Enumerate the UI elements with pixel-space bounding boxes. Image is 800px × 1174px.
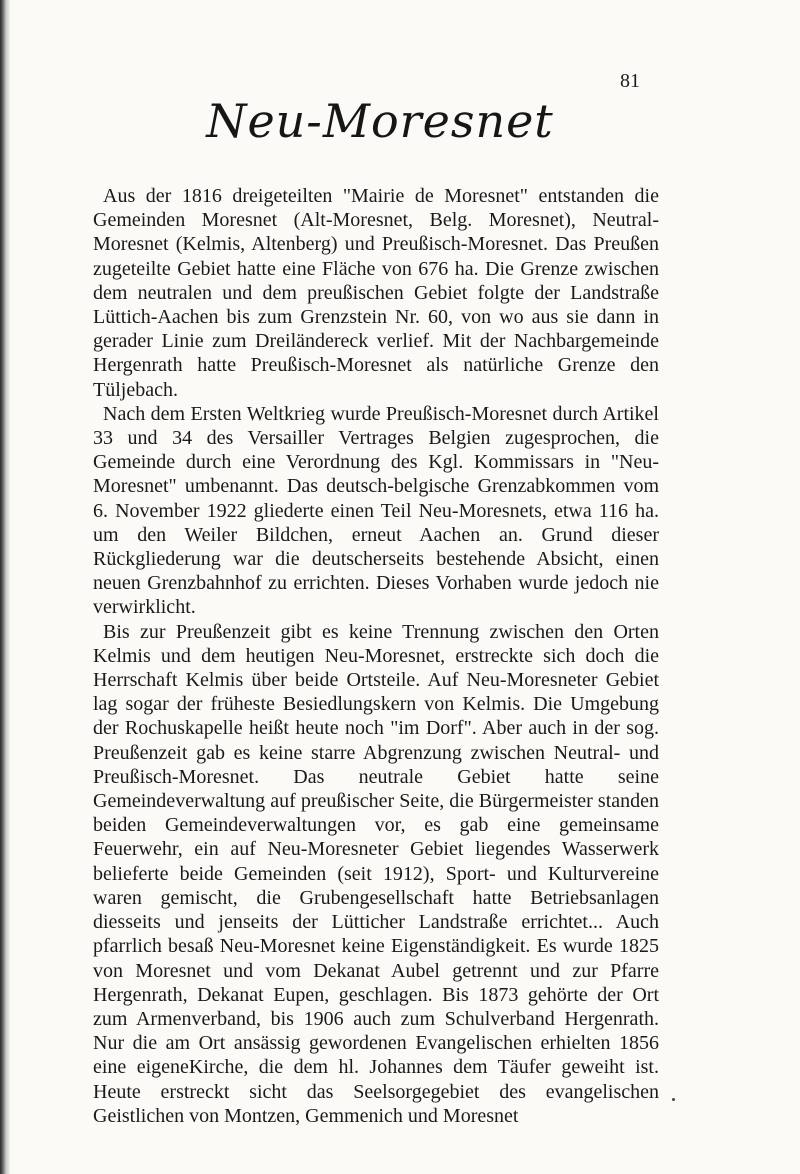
- paragraph-3: Bis zur Preußenzeit gibt es keine Trennung zwischen den Orten Kelmis und dem heutigen Neu-Moresnet, erstreckte sich doch die Herrschaft Kelmis über beide Ortsteile. Auf Neu-Moresneter Gebiet lag sogar der früheste Besiedlungskern von Kelmis. Die Umgebung der Rochuskapelle heißt heute noch "im Dorf". Aber auch in der sog. Preußenzeit gab es keine starre Abgrenzung zwischen Neutral- und Preußisch-Moresnet. Das neutrale Gebiet hatte seine Gemeindeverwaltung auf preußischer Seite, die Bürgermeister standen beiden Gemeindeverwaltungen vor, es gab eine gemeinsame Feuerwehr, ein auf Neu-Moresneter Gebiet liegendes Wasserwerk belieferte beide Gemeinden (seit 1912), Sport- und Kulturvereine waren gemischt, die Grubengesellschaft hatte Betriebsanlagen diesseits und jenseits der Lütticher Landstraße errichtet... Auch pfarrlich besaß Neu-Moresnet keine Eigenständigkeit. Es wurde 1825 von Moresnet und vom Dekanat Aubel getrennt und zur Pfarre Hergenrath, Dekanat Eupen, geschlagen. Bis 1873 gehörte der Ort zum Armenverband, bis 1906 auch zum Schulverband Hergenrath. Nur die am Ort ansässig gewordenen Evangelischen erhielten 1856 eine eigeneKirche, die dem hl. Johannes dem Täufer geweiht ist. Heute erstreckt sicht das Seelsorgegebiet des evangelischen Geistlichen von Montzen, Gemmenich und Moresnet: [93, 620, 659, 1127]
- ink-dot-mark: [672, 1098, 675, 1101]
- page-number: 81: [620, 70, 640, 92]
- book-spine-shadow: [0, 0, 10, 1174]
- body-text: [93, 184, 659, 1128]
- page-title: Neu-Moresnet: [206, 94, 554, 148]
- paragraph-2: Nach dem Ersten Weltkrieg wurde Preußisch-Moresnet durch Artikel 33 und 34 des Versailler Vertrages Belgien zugesprochen, die Gemeinde durch eine Verordnung des Kgl. Kommissars in "Neu-Moresnet" umbenannt. Das deutsch-belgische Grenzabkommen vom 6. November 1922 gliederte einen Teil Neu-Moresnets, etwa 116 ha. um den Weiler Bildchen, erneut Aachen an. Grund dieser Rückgliederung war die deutscherseits bestehende Absicht, einen neuen Grenzbahnhof zu errichten. Dieses Vorhaben wurde jedoch nie verwirklicht.: [93, 402, 659, 619]
- paragraph-1: Aus der 1816 dreigeteilten "Mairie de Moresnet" entstanden die Gemeinden Moresnet (Alt-Moresnet, Belg. Moresnet), Neutral-Moresnet (Kelmis, Altenberg) und Preußisch-Moresnet. Das Preußen zugeteilte Gebiet hatte eine Fläche von 676 ha. Die Grenze zwischen dem neutralen und dem preußischen Gebiet folgte der Landstraße Lüttich-Aachen bis zum Grenzstein Nr. 60, von wo aus sie dann in gerader Linie zum Dreiländereck verlief. Mit der Nachbargemeinde Hergenrath hatte Preußisch-Moresnet als natürliche Grenze den Tüljebach.: [93, 185, 659, 401]
